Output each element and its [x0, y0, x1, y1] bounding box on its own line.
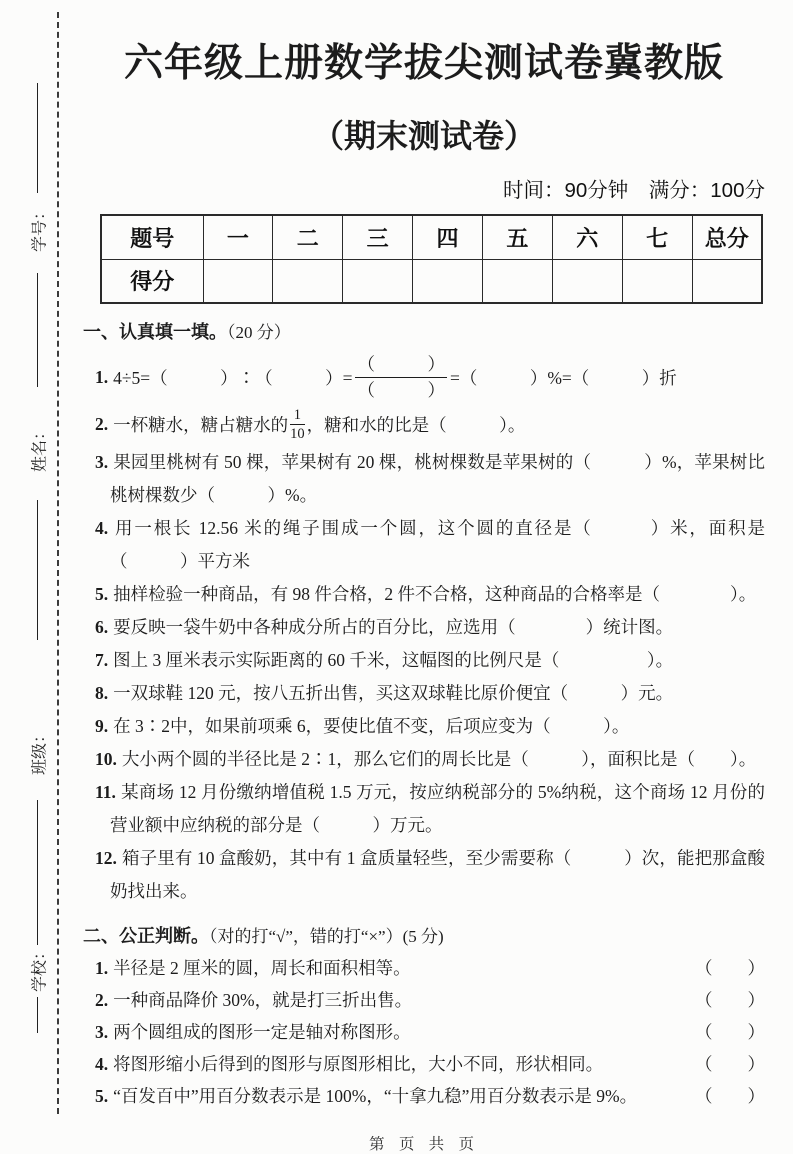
question-number: 5.	[95, 584, 109, 604]
score-cell-empty	[622, 259, 692, 303]
section-1-heading-title: 一、认真填一填。	[83, 322, 227, 342]
judge-answer-blank: （ ）	[695, 1054, 765, 1074]
question-number: 3.	[95, 452, 109, 472]
question-number: 5.	[95, 1086, 109, 1106]
question-1-post: =（ ）%=（ ）折	[449, 367, 677, 388]
section-2-heading-title: 二、公正判断。	[83, 926, 209, 946]
binding-fold-line	[57, 12, 59, 1114]
question-3	[83, 446, 765, 512]
fraction-denominator: （ ）	[357, 379, 445, 400]
question-text: 大小两个圆的半径比是 2∶1，那么它们的周长比是（ ），面积比是（ ）。	[121, 749, 757, 769]
score-table-header-cell: 二	[273, 215, 343, 259]
question-number: 8.	[95, 683, 109, 703]
judge-answer-blank: （ ）	[695, 1086, 765, 1106]
sidebar-blank-line	[37, 273, 38, 387]
question-10	[83, 743, 765, 776]
score-table-header-cell: 六	[552, 215, 622, 259]
sidebar-field-student-id: 学号：	[31, 203, 49, 253]
fraction-one-tenth	[290, 407, 305, 442]
score-table-header-cell: 七	[622, 215, 692, 259]
section-1-heading-points: （20 分）	[227, 323, 291, 342]
paper-main-column	[83, 0, 765, 1154]
sidebar-field-school: 学校：	[31, 943, 49, 993]
score-table-header-cell: 题号	[101, 215, 203, 259]
judge-answer-blank: （ ）	[695, 1022, 765, 1042]
question-text: 某商场 12 月份缴纳增值税 1.5 万元，按应纳税部分的 5%纳税，这个商场 12 月份的营业额中应纳税的部分是（ ）万元。	[110, 782, 765, 835]
judge-answer-blank: （ ）	[695, 958, 765, 978]
question-text: 将图形缩小后得到的图形与原图形相比，大小不同，形状相同。	[113, 1054, 604, 1074]
question-11	[83, 776, 765, 842]
question-text: 在 3∶2中，如果前项乘 6，要使比值不变，后项应变为（ ）。	[113, 716, 630, 736]
judge-question-3	[83, 1016, 765, 1048]
question-text: 要反映一袋牛奶中各种成分所占的百分比，应选用（ ）统计图。	[113, 617, 674, 637]
fraction-denominator: 10	[290, 425, 305, 442]
score-cell-empty	[692, 259, 762, 303]
question-5	[83, 578, 765, 611]
question-number: 9.	[95, 716, 109, 736]
score-table-header-cell: 一	[203, 215, 273, 259]
question-text: 两个圆组成的图形一定是轴对称图形。	[113, 1022, 411, 1042]
question-text: 半径是 2 厘米的圆，周长和面积相等。	[113, 958, 411, 978]
question-12	[83, 842, 765, 908]
score-table-header-cell: 三	[343, 215, 413, 259]
sidebar-blank-line	[37, 83, 38, 193]
section-2-heading	[83, 921, 765, 952]
page-subtitle: （期末测试卷）	[311, 118, 536, 154]
question-9	[83, 710, 765, 743]
question-text: 用一根长 12.56 米的绳子围成一个圆，这个圆的直径是（ ）米，面积是（ ）平方米	[110, 518, 765, 571]
question-7	[83, 644, 765, 677]
sidebar-field-name: 姓名：	[31, 423, 49, 473]
judge-question-4	[83, 1048, 765, 1080]
score-table-header-row	[101, 215, 762, 259]
question-text: 一种商品降价 30%，就是打三折出售。	[113, 990, 413, 1010]
question-1-pre: 4÷5=（ ）∶（ ）=	[113, 367, 353, 388]
exam-meta: 时间：90分钟 满分：100分	[502, 179, 765, 202]
question-text: “百发百中”用百分数表示是 100%，“十拿九稳”用百分数表示是 9%。	[113, 1086, 638, 1106]
judge-question-1	[83, 952, 765, 984]
question-1	[83, 352, 765, 402]
judge-question-5	[83, 1080, 765, 1112]
question-2-pre: 一杯糖水，糖占糖水的	[113, 414, 289, 435]
score-table-header-cell: 五	[483, 215, 553, 259]
question-4	[83, 512, 765, 578]
score-table-header-cell: 总分	[692, 215, 762, 259]
question-number: 4.	[95, 1054, 109, 1074]
page-title: 六年级上册数学拔尖测试卷冀教版	[123, 42, 724, 85]
score-row-label: 得分	[101, 259, 203, 303]
question-number: 11.	[95, 782, 116, 802]
score-table-header-cell: 四	[413, 215, 483, 259]
question-number: 2.	[95, 413, 109, 434]
question-text: 果园里桃树有 50 棵，苹果树有 20 棵，桃树棵数是苹果树的（ ）%，苹果树比桃树棵数少（ ）%。	[110, 452, 765, 505]
question-2-post: ，糖和水的比是（ ）。	[306, 414, 526, 435]
section-1-heading	[83, 317, 765, 348]
fraction-numerator: 1	[290, 407, 305, 425]
question-number: 6.	[95, 617, 109, 637]
sidebar-blank-line	[37, 500, 38, 640]
question-text: 箱子里有 10 盒酸奶，其中有 1 盒质量轻些，至少需要称（ ）次，能把那盒酸奶找出来。	[110, 848, 765, 901]
sidebar-field-class: 班级：	[31, 726, 49, 776]
question-number: 2.	[95, 990, 109, 1010]
question-text: 抽样检验一种商品，有 98 件合格，2 件不合格，这种商品的合格率是（ ）。	[113, 584, 757, 604]
question-number: 3.	[95, 1022, 109, 1042]
question-number: 1.	[95, 958, 109, 978]
question-number: 10.	[95, 749, 117, 769]
score-table-score-row	[101, 259, 762, 303]
question-text: 图上 3 厘米表示实际距离的 60 千米，这幅图的比例尺是（ ）。	[113, 650, 674, 670]
sidebar-blank-line	[37, 997, 38, 1033]
score-cell-empty	[343, 259, 413, 303]
fraction-numerator: （ ）	[355, 353, 447, 378]
question-number: 7.	[95, 650, 109, 670]
question-number: 12.	[95, 848, 117, 868]
question-number: 1.	[95, 366, 109, 387]
score-cell-empty	[552, 259, 622, 303]
score-cell-empty	[413, 259, 483, 303]
footer-page-label: 第 页 共 页	[369, 1136, 479, 1153]
score-cell-empty	[203, 259, 273, 303]
question-8	[83, 677, 765, 710]
question-number: 4.	[95, 518, 109, 538]
score-cell-empty	[483, 259, 553, 303]
question-6	[83, 611, 765, 644]
score-cell-empty	[273, 259, 343, 303]
score-table	[100, 214, 763, 304]
judge-answer-blank: （ ）	[695, 990, 765, 1010]
sidebar-blank-line	[37, 800, 38, 945]
section-2-heading-instructions: （对的打“√”，错的打“×”）(5 分)	[209, 927, 444, 946]
judge-question-2	[83, 984, 765, 1016]
fraction-blank	[355, 353, 447, 402]
question-2	[83, 402, 765, 446]
question-text: 一双球鞋 120 元，按八五折出售，买这双球鞋比原价便宜（ ）元。	[113, 683, 674, 703]
